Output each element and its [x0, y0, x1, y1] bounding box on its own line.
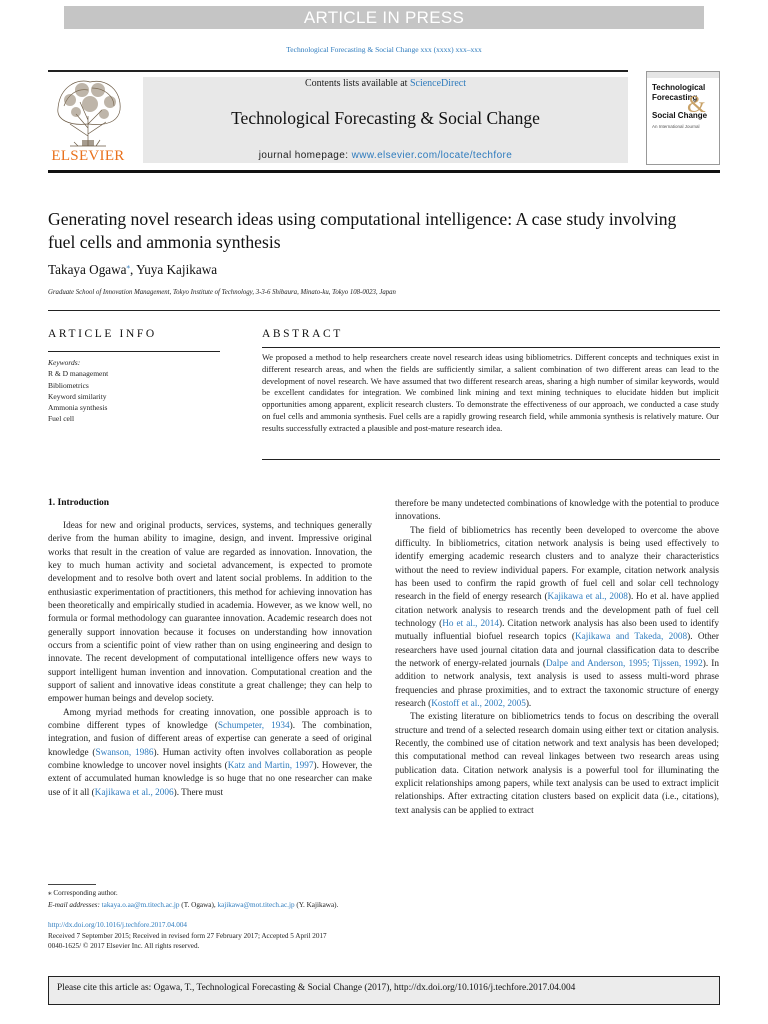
- cite-this-article-box: [48, 976, 720, 1005]
- text-run: ). In addition to network analysis, text analysis is used to assess multi-word phrase frequencies and phrase proximities, and to extract the taxonomic structure of energy research (: [395, 658, 719, 709]
- cover-title-line-2: Forecasting: [652, 93, 698, 102]
- keywords-label: Keywords:: [48, 358, 81, 367]
- email-owner-kajikawa: (Y. Kajikawa).: [296, 900, 339, 909]
- journal-citation-link[interactable]: Technological Forecasting & Social Change xxx (xxxx) xxx–xxx: [286, 45, 482, 54]
- homepage-prefix: journal homepage:: [258, 150, 349, 161]
- text-run: ). Ho et al. have applied citation network analysis to research trends and the development path of fuel cell technology (: [395, 592, 719, 629]
- author-kajikawa[interactable]: Yuya Kajikawa: [136, 262, 218, 277]
- publication-info: [48, 920, 327, 952]
- intro-paragraph-continued: therefore be many undetected combinations of knowledge with the potential to produce innovations.: [395, 499, 719, 523]
- article-in-press-banner: ARTICLE IN PRESS: [64, 6, 704, 29]
- cover-ampersand: &: [687, 92, 706, 118]
- intro-paragraph-3: [395, 525, 719, 712]
- footnote-mark: ⁎: [48, 889, 52, 897]
- email-owner-ogawa: (T. Ogawa),: [181, 900, 216, 909]
- footnote: [48, 888, 338, 912]
- contents-prefix: Contents lists available at: [304, 78, 408, 89]
- citation-link[interactable]: Dalpe and Anderson, 1995; Tijssen, 1992: [545, 658, 703, 669]
- keyword-item: R & D management: [48, 369, 109, 379]
- copyright-line: 0040-1625/ © 2017 Elsevier Inc. All rights reserved.: [48, 942, 200, 950]
- author-line: [48, 262, 217, 278]
- author-separator: ,: [130, 262, 134, 277]
- section-rule: [48, 310, 720, 311]
- text-run: ). Citation network analysis has also been used to identify mutually influential biofuel research topics (: [395, 618, 720, 643]
- text-run: ). Other researchers have used journal citation data and journal classification data to describe the network of energy-related journals (: [395, 632, 719, 669]
- header-top-rule: [48, 70, 628, 72]
- citation-link[interactable]: Schumpeter, 1934: [217, 720, 290, 731]
- author-ogawa[interactable]: Takaya Ogawa: [48, 262, 127, 277]
- article-info-heading: ARTICLE INFO: [48, 328, 157, 340]
- elsevier-wordmark: ELSEVIER: [51, 148, 125, 164]
- corresponding-author-note: [48, 888, 338, 900]
- citation-link[interactable]: Ho et al., 2014: [442, 618, 500, 629]
- body-column-left: [48, 520, 372, 800]
- journal-homepage-link[interactable]: www.elsevier.com/locate/techfore: [351, 150, 513, 161]
- text-run: ).: [525, 698, 532, 709]
- email-line: [48, 900, 338, 912]
- affiliation: Graduate School of Innovation Management, Tokyo Institute of Technology, 3-3-6 Shibaura, Minato-ku, Tokyo 108-0023, Japan: [48, 289, 396, 296]
- text-run: Among myriad methods for creating innovation, one possible approach is to combine different types of knowledge (: [48, 707, 372, 731]
- journal-cover-thumbnail: [646, 71, 720, 165]
- text-run: The field of bibliometrics has recently been developed to overcome the above difficulty. In bibliometrics, citation network analysis is being used effectively to identify emerging academic research clusters and to analyze their characteristics without the need to review individual papers. For example, citation network analysis has been used to confirm the rapid growth of fuel cell and solar cell technology research in the field of energy research (: [395, 525, 719, 603]
- corresponding-label: Corresponding author.: [53, 889, 118, 897]
- body-column-right: [395, 498, 719, 818]
- cover-title-line-1: Technological: [652, 83, 706, 92]
- article-info-rule: [48, 351, 220, 352]
- corresponding-author-mark[interactable]: ⁎: [126, 262, 131, 271]
- abstract-rule: [262, 347, 720, 348]
- text-run: ). Human activity often involves collaboration as people combine knowledge to uncover novel insights (: [48, 747, 372, 771]
- article-title: Generating novel research ideas using computational intelligence: A case study involving fuel cells and ammonia synthesis: [48, 209, 677, 252]
- journal-title: Technological Forecasting & Social Change: [231, 108, 540, 128]
- intro-paragraph-4: The existing literature on bibliometrics tends to focus on describing the overall structure and trend of a selected research domain using either text or citation analysis. Recently, the combined use of citation network and text analysis has been developed; this computational method can reveal linkages between two research areas using publication data. Citation network analysis is a powerful tool for illuminating the explicit relationships among papers, while text analysis can be used to extract implicit relationships. After extracting citation clusters based on explicit data (i.e., citations), text analysis can be applied to extract: [395, 712, 719, 816]
- doi-link[interactable]: http://dx.doi.org/10.1016/j.techfore.2017.04.004: [48, 921, 188, 929]
- citation-link[interactable]: Kajikawa et al., 2006: [94, 787, 174, 798]
- cover-stripe: [647, 72, 719, 78]
- email-link-kajikawa[interactable]: kajikawa@mot.titech.ac.jp: [217, 900, 295, 909]
- footnote-rule: [48, 884, 96, 885]
- citation-link[interactable]: Kajikawa and Takeda, 2008: [575, 632, 688, 643]
- abstract-bottom-rule: [262, 459, 720, 460]
- intro-paragraph-1: Ideas for new and original products, services, systems, and techniques generally derive from the human ability to imagine, design, and invent. Impressive original works that result in the creation of value are regarded as innovation. Innovation, the key to much human activity and societal advancement, is expected to promote development and to resolve both overt and latent social problems. In addition to the enthusiastic experimentation of practitioners, this method for achieving innovation has been theoretically and empirically studied in academia. However, as we know well, no formula or formal methodology can guarantee innovation. Academic research does not generally support innovation because it focuses on understanding how innovation occurs from a scientific point of view rather than on using engineering and design to innovate. The recent development of computational intelligence offers new ways to support intelligent human invention and innovation. Computational creation and the support of salient and innovative ideas constitute a great challenge; they can help to empower human beings and develop society.: [48, 521, 372, 705]
- abstract-heading: ABSTRACT: [262, 328, 343, 340]
- citation-link[interactable]: Kajikawa et al., 2008: [547, 592, 628, 603]
- citation-link[interactable]: Swanson, 1986: [95, 747, 154, 758]
- text-run: ). There must: [173, 787, 224, 798]
- email-link-ogawa[interactable]: takaya.o.aa@m.titech.ac.jp: [101, 900, 180, 909]
- received-dates: Received 7 September 2015; Received in revised form 27 February 2017; Accepted 5 April 2017: [48, 931, 327, 940]
- keyword-item: Bibliometrics: [48, 380, 89, 390]
- citation-link[interactable]: Kostoff et al., 2002, 2005: [431, 698, 526, 709]
- keyword-item: Fuel cell: [48, 414, 75, 424]
- header-bottom-rule: [48, 170, 720, 173]
- cover-title-line-3: Social Change: [652, 111, 708, 120]
- citation-link[interactable]: Katz and Martin, 1997: [227, 760, 314, 771]
- text-run: ). The combination, integration, and fusion of different areas of expertise can generate a seed of original knowledge (: [48, 720, 372, 758]
- introduction-heading: 1. Introduction: [48, 498, 110, 508]
- cover-subtitle: An International Journal: [652, 124, 700, 129]
- cite-this-article-text[interactable]: Please cite this article as: Ogawa, T., Technological Forecasting & Social Change (2017), http://dx.doi.org/10.1016/j.techfore.2017.04.004: [57, 983, 576, 993]
- keyword-item: Ammonia synthesis: [48, 403, 108, 413]
- keywords-list: [48, 357, 108, 425]
- email-label: E-mail addresses:: [48, 900, 100, 909]
- text-run: ). However, the extent of accumulated human knowledge is so huge that no one researcher can make use of it all (: [48, 760, 372, 798]
- abstract-text: We proposed a method to help researchers create novel research ideas using bibliometrics. Different concepts and techniques exist in different research areas, and when the fields are sufficiently similar, a salient combination of two different areas can lead to the development of novel research. We have assumed that two different research areas, sharing a high number of similar keywords, would be excellent candidates for integration. We combined link mining and text mining techniques to elucidate hidden but implicit opportunities among apparent, explicit research clusters. To demonstrate the effectiveness of our approach, we conducted a case study on fuel cells and ammonia synthesis. Fuel cells are a rapidly growing research field, while ammonia synthesis is relatively mature. Our results successfully extracted a plausible and post-mature research idea.: [262, 353, 719, 433]
- sciencedirect-link[interactable]: ScienceDirect: [409, 78, 467, 89]
- contents-lists-line: [143, 78, 628, 89]
- keyword-item: Keyword similarity: [48, 391, 107, 401]
- intro-paragraph-2: [48, 707, 372, 800]
- journal-homepage-line: [143, 150, 628, 161]
